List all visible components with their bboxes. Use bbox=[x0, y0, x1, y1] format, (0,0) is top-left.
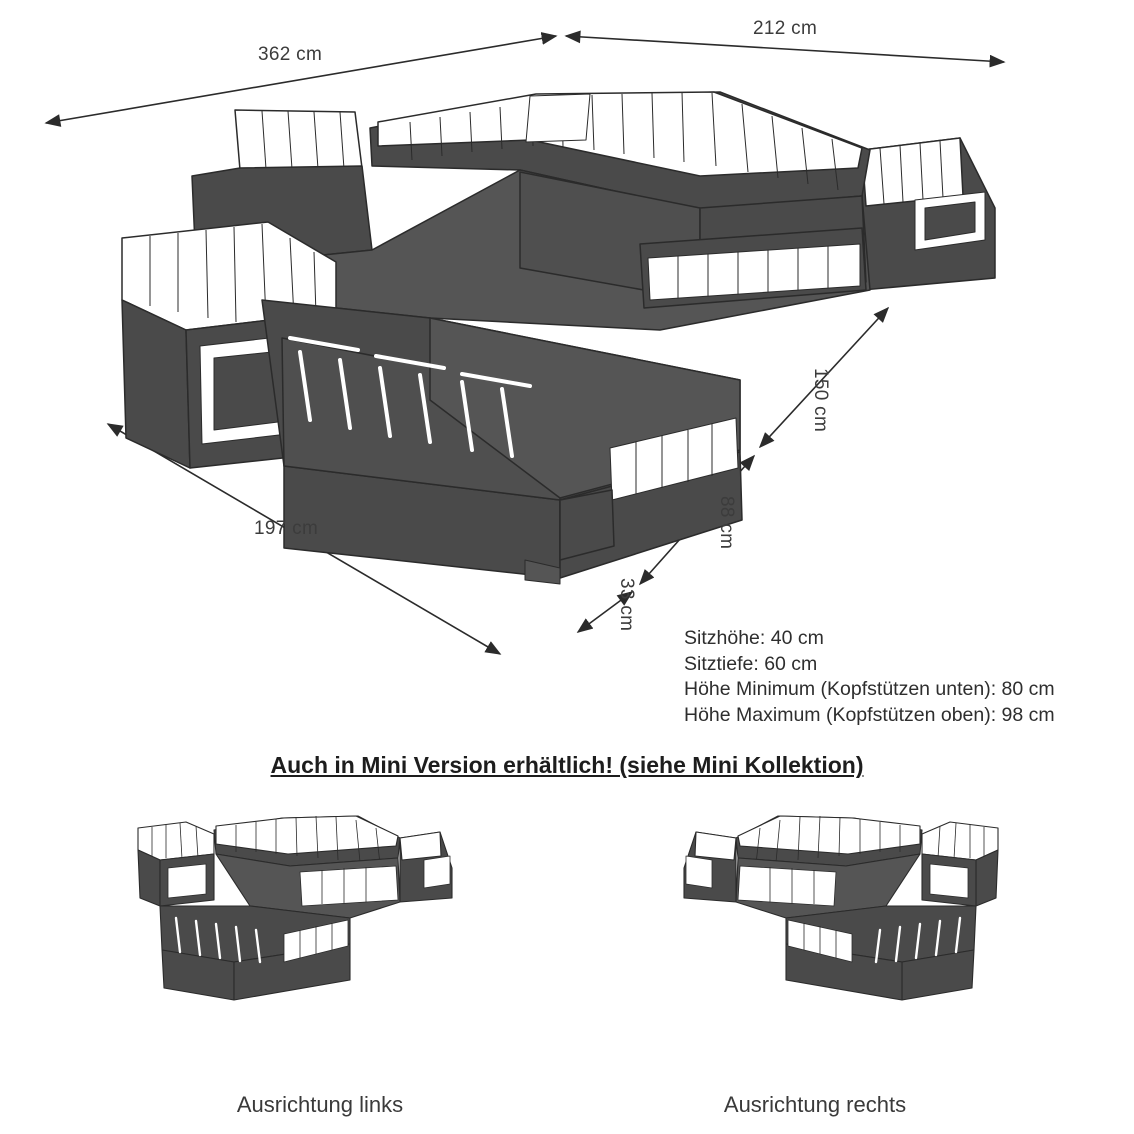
variant-caption-right: Ausrichtung rechts bbox=[723, 1092, 907, 1117]
variant-caption-left: Ausrichtung links bbox=[236, 1092, 404, 1117]
spec-line-hoehe-minimum: Höhe Minimum (Kopfstützen unten): 80 cm bbox=[684, 678, 1055, 700]
dimension-label-88cm: 88 cm bbox=[716, 496, 737, 550]
spec-list bbox=[684, 626, 1055, 728]
main-sofa-illustration bbox=[122, 92, 995, 584]
spec-line-sitztiefe: Sitztiefe: 60 cm bbox=[684, 652, 818, 675]
dimension-label-212cm: 212 cm bbox=[753, 18, 818, 39]
dimension-label-197cm: 197 cm bbox=[254, 518, 319, 539]
mini-variant-left-illustration bbox=[138, 816, 452, 1000]
mini-version-heading: Auch in Mini Version erhältlich! (siehe Mini Kollektion) bbox=[270, 752, 864, 778]
dimension-label-150cm: 150 cm bbox=[810, 368, 831, 433]
dimension-label-362cm: 362 cm bbox=[258, 44, 323, 65]
dimension-label-33cm: 33 cm bbox=[616, 578, 637, 632]
spec-line-sitzhoehe: Sitzhöhe: 40 cm bbox=[684, 627, 824, 649]
spec-line-hoehe-maximum: Höhe Maximum (Kopfstützen oben): 98 cm bbox=[684, 703, 1055, 726]
mini-variant-right-illustration bbox=[684, 816, 998, 1000]
